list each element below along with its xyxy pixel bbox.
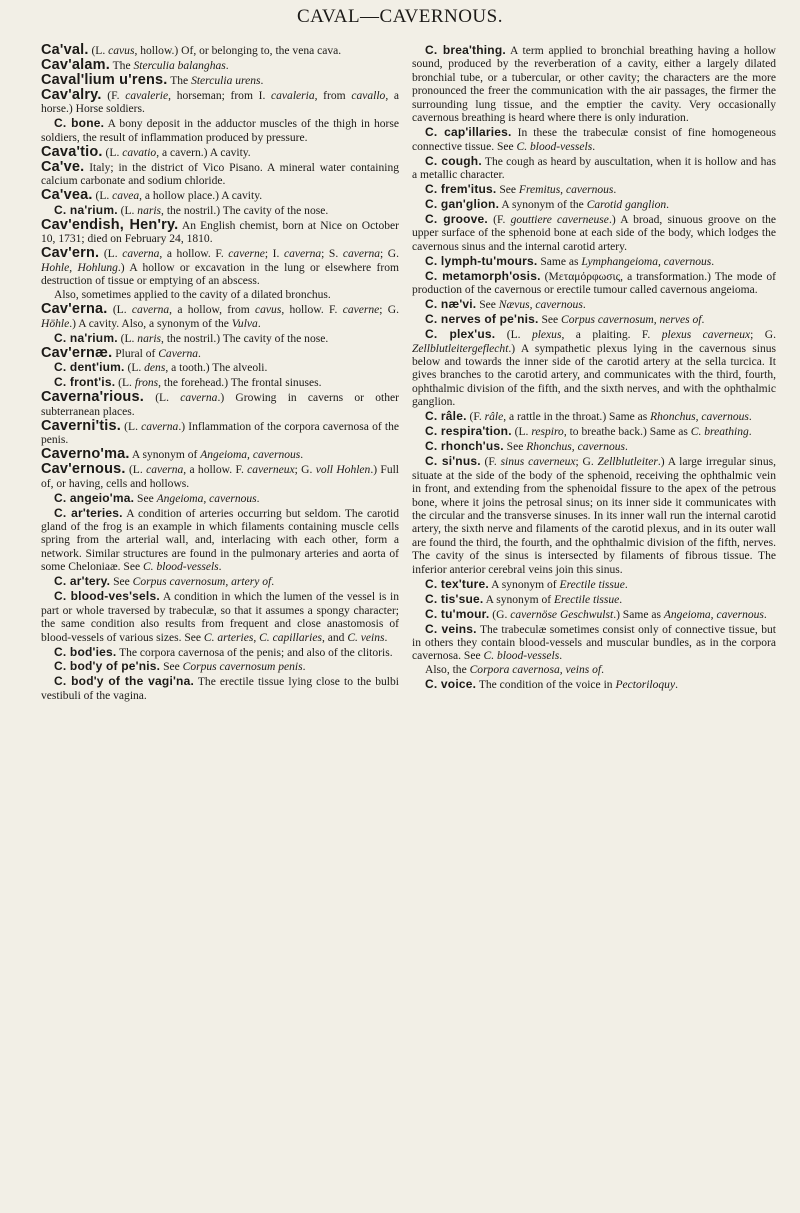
- entry-headword: C. lymph-tu'mours.: [425, 253, 538, 268]
- entry-headword: C. voice.: [425, 677, 477, 692]
- entry-headword: C. tex'ture.: [425, 576, 489, 591]
- entry-headword: Caval'lium u'rens.: [41, 71, 168, 88]
- dictionary-entry: [41, 492, 399, 506]
- dictionary-entry: [41, 216, 399, 247]
- dictionary-entry: [41, 117, 399, 145]
- dictionary-entry: [412, 328, 776, 410]
- entry-headword: C. nerves of pe'nis.: [425, 312, 539, 327]
- dictionary-entry: [41, 463, 399, 491]
- dictionary-entry: [412, 410, 776, 424]
- entry-headword: C. veins.: [425, 621, 477, 636]
- entry-headword: C. blood-ves'sels.: [54, 589, 160, 604]
- dictionary-entry: [412, 255, 776, 269]
- entry-headword: C. angeio'ma.: [54, 490, 135, 505]
- entry-definition: (L. naris, the nostril.) The cavity of the nose.: [117, 204, 329, 217]
- entry-definition: See Angeioma, cavernous.: [134, 492, 260, 505]
- dictionary-entry: [412, 623, 776, 664]
- entry-headword: Cav'endish, Hen'ry.: [41, 216, 179, 233]
- entry-definition: (F. râle, a rattle in the throat.) Same as Rhonchus, cavernous.: [466, 411, 752, 424]
- entry-definition: (L. respiro, to breathe back.) Same as C. breathing.: [511, 426, 752, 439]
- entry-headword: Ca've.: [41, 158, 85, 175]
- entry-definition: (L. cavus, hollow.) Of, or belonging to, the vena cava.: [88, 45, 342, 57]
- entry-definition: The cough as heard by auscultation, when it is hollow and has a metallic character.: [412, 155, 776, 182]
- entry-headword: Cav'ern.: [41, 245, 100, 262]
- dictionary-entry: [412, 270, 776, 298]
- dictionary-entry: [412, 664, 776, 677]
- dictionary-entry: [412, 44, 776, 126]
- entry-headword: C. gan'glion.: [425, 196, 500, 211]
- entry-definition: (Μεταμόρφωσις, a transformation.) The mode of production of the cavernous or erectile tumour called cavernous angeioma.: [412, 270, 776, 297]
- entry-definition: A synonym of Angeioma, cavernous.: [129, 449, 304, 462]
- entry-definition: (L. caverna.) Growing in caverns or other subterranean places.: [41, 392, 399, 418]
- dictionary-entry: [41, 344, 399, 361]
- entry-definition: (L. naris, the nostril.) The cavity of the nose.: [117, 332, 329, 345]
- entry-definition: Also, sometimes applied to the cavity of a dilated bronchus.: [54, 289, 331, 302]
- entry-headword: Caverno'ma.: [41, 446, 130, 463]
- dictionary-entry: [412, 155, 776, 183]
- entry-definition: (L. cavea, a hollow place.) A cavity.: [92, 190, 263, 203]
- dictionary-entry: [41, 361, 399, 375]
- entry-headword: Cava'tio.: [41, 143, 103, 160]
- entry-headword: C. front'is.: [54, 375, 116, 390]
- entry-definition: (F. gouttiere caverneuse.) A broad, sinuous groove on the upper surface of the sphenoid bone at each side of the body, which lodges the cavernous sinus and the internal carotid artery.: [412, 213, 776, 253]
- dictionary-entry: [412, 183, 776, 197]
- entry-headword: C. rhonch'us.: [425, 439, 504, 454]
- entry-definition: Also, the Corpora cavernosa, veins of.: [425, 664, 604, 677]
- entry-definition: See Fremitus, cavernous.: [496, 184, 617, 197]
- entry-headword: C. tu'mour.: [425, 606, 490, 621]
- entry-headword: C. na'rium.: [54, 202, 118, 217]
- entry-definition: The condition of the voice in Pectoriloquy.: [476, 679, 678, 692]
- entry-definition: See Nævus, cavernous.: [476, 299, 586, 312]
- entry-headword: C. na'rium.: [54, 330, 118, 345]
- entry-headword: Ca'vea.: [41, 187, 93, 204]
- entry-definition: See Corpus cavernosum, nerves of.: [538, 314, 705, 327]
- entry-definition: The Sterculia urens.: [167, 74, 264, 87]
- dictionary-entry: [412, 213, 776, 254]
- dictionary-entry: [412, 198, 776, 212]
- entry-definition: (L. plexus, a plaiting. F. plexus caverneux; G. Zellblutleitergeflecht.) A sympathetic plexus lying in the cavernous sinus below and towards the inner side of the carotid artery at the sella turcica. It gives branches to the carotid artery, and communicates with the third, fourth, ophthalmic division of the fifth, and the sixth nerves, and with the ophthalmic ganglion.: [412, 329, 776, 409]
- entry-definition: Italy; in the district of Vico Pisano. A mineral water containing calcium carbonate and sodium chloride.: [41, 161, 399, 188]
- dictionary-entry: [412, 440, 776, 454]
- entry-definition: Same as Lymphangeioma, cavernous.: [537, 255, 715, 268]
- entry-definition: See Corpus cavernosum, artery of.: [110, 576, 275, 589]
- entry-headword: C. frem'itus.: [425, 182, 497, 197]
- entry-definition: In these the trabeculæ consist of fine homogeneous connective tissue. See C. blood-vessels.: [412, 127, 776, 153]
- dictionary-entry: [41, 303, 399, 331]
- entry-headword: Caverni'tis.: [41, 417, 121, 434]
- entry-definition: A bony deposit in the adductor muscles of the thigh in horse soldiers, the result of inflammation produced by pressure.: [41, 118, 400, 144]
- dictionary-entry: [412, 126, 776, 154]
- entry-definition: (L. frons, the forehead.) The frontal sinuses.: [115, 377, 322, 390]
- entry-definition: Plural of Caverna.: [112, 347, 201, 360]
- dictionary-entry: [412, 455, 776, 577]
- dictionary-entry: [41, 590, 399, 645]
- dictionary-entry: [41, 189, 399, 203]
- entry-headword: C. tis'sue.: [425, 591, 484, 606]
- dictionary-entry: [41, 646, 399, 660]
- entry-definition: (L. caverna, a hollow. F. caverneux; G. voll Hohlen.) Full of, or having, cells and hollows.: [41, 464, 400, 490]
- entry-headword: C. brea'thing.: [425, 43, 506, 57]
- entry-definition: (L. caverna, a hollow, from cavus, hollow. F. caverne; G. Höhle.) A cavity. Also, a synonym of the Vulva.: [41, 304, 400, 330]
- dictionary-entry: [41, 158, 399, 189]
- entry-headword: C. respira'tion.: [425, 424, 512, 439]
- entry-headword: C. næ'vi.: [425, 297, 477, 312]
- dictionary-entry: [412, 578, 776, 592]
- entry-headword: C. cough.: [425, 153, 482, 168]
- right-column: [412, 44, 776, 693]
- dictionary-entry: [41, 675, 399, 703]
- entry-definition: (L. cavatio, a cavern.) A cavity.: [102, 146, 251, 159]
- entry-definition: A synonym of the Carotid ganglion.: [499, 198, 670, 211]
- dictionary-entry: [41, 143, 399, 160]
- entry-headword: C. bod'y of pe'nis.: [54, 659, 161, 674]
- entry-headword: C. ar'tery.: [54, 574, 111, 589]
- entry-definition: See Corpus cavernosum penis.: [160, 661, 306, 674]
- dictionary-entry: [412, 678, 776, 692]
- entry-definition: The Sterculia balanghas.: [109, 59, 229, 72]
- dictionary-entry: [412, 313, 776, 327]
- dictionary-entry: [41, 86, 399, 117]
- entry-definition: (L. caverna, a hollow. F. caverne; I. caverna; S. caverna; G. Hohle, Hohlung.) A hollow or excavation in the lung or elsewhere from destruction of tissue or emptying of an abscess.: [41, 248, 400, 288]
- entry-definition: (F. cavalerie, horseman; from I. cavaleria, from cavallo, a horse.) Horse soldiers.: [41, 89, 399, 116]
- entry-headword: C. groove.: [425, 211, 488, 226]
- dictionary-entry: [41, 417, 399, 448]
- dictionary-entry: [41, 507, 399, 575]
- entry-headword: C. si'nus.: [425, 454, 481, 469]
- entry-headword: C. plex'us.: [425, 327, 496, 342]
- entry-definition: (L. caverna.) Inflammation of the corpora cavernosa of the penis.: [41, 420, 399, 447]
- entry-headword: C. dent'ium.: [54, 360, 125, 375]
- entry-headword: C. râle.: [425, 409, 467, 424]
- entry-headword: C. metamorph'osis.: [425, 268, 541, 283]
- dictionary-entry: [412, 608, 776, 622]
- entry-definition: A condition in which the lumen of the vessel is in part or whole traversed by trabeculæ, so that it assumes a spongy character; the same condition also results from frequent and close anastomosis of blood-vessels of various sizes. See C. arteries, C. capillaries, and C. veins.: [41, 591, 399, 644]
- dictionary-entry: [412, 593, 776, 607]
- entry-definition: The trabeculæ sometimes consist only of connective tissue, but in others they contain blood-vessels and muscular bundles, as in the corpora cavernosa. See C. blood-vessels.: [412, 623, 776, 663]
- entry-headword: C. ar'teries.: [54, 505, 123, 520]
- dictionary-entry: [41, 391, 399, 419]
- page-header: CAVAL—CAVERNOUS.: [297, 6, 503, 27]
- entry-headword: Cav'alry.: [41, 86, 102, 103]
- entry-definition: A synonym of Erectile tissue.: [488, 578, 628, 591]
- entry-definition: (F. sinus caverneux; G. Zellblutleiter.) A large irregular sinus, situate at the side of the body of the sphenoid, receiving the ophthalmic vein in front, and extending from the sphenoidal fissure to the apex of the petrous bone, where it joins the petrosal sinus; on its inner side it communicates with the circular and the transverse sinuses. In its inner wall run the internal carotid artery, the sixth nerve and filaments of the carotid plexus, and in its outer wall are found the third, the fourth, and the ophthalmic division of the fifth, nerves. The cavity of the sinus is intersected by filaments of fibrous tissue. The inferior anterior cerebral veins join this sinus.: [412, 456, 776, 576]
- entry-headword: Cav'alam.: [41, 56, 110, 73]
- entry-definition: The corpora cavernosa of the penis; and also of the clitoris.: [116, 646, 393, 659]
- entry-definition: The erectile tissue lying close to the bulbi vestibuli of the vagina.: [41, 676, 399, 702]
- entry-definition: (G. cavernöse Geschwulst.) Same as Angeioma, cavernous.: [489, 608, 767, 621]
- entry-headword: Cav'ernæ.: [41, 344, 113, 361]
- dictionary-entry: [41, 660, 399, 674]
- entry-headword: Cav'ernous.: [41, 461, 126, 478]
- entry-headword: C. cap'illaries.: [425, 125, 512, 140]
- left-column: [41, 44, 399, 704]
- entry-definition: An English chemist, born at Nice on October 10, 1731; died on February 24, 1810.: [41, 219, 399, 246]
- dictionary-entry: [412, 425, 776, 439]
- entry-headword: C. bod'ies.: [54, 644, 117, 659]
- entry-headword: Ca'val.: [41, 42, 89, 58]
- entry-headword: C. bod'y of the vagi'na.: [54, 674, 194, 689]
- entry-definition: See Rhonchus, cavernous.: [503, 441, 628, 454]
- entry-definition: A synonym of Erectile tissue.: [483, 593, 623, 606]
- dictionary-entry: [41, 575, 399, 589]
- entry-headword: Cav'erna.: [41, 301, 108, 318]
- dictionary-entry: [412, 298, 776, 312]
- entry-headword: C. bone.: [54, 116, 105, 131]
- entry-definition: (L. dens, a tooth.) The alveoli.: [124, 362, 268, 375]
- entry-definition: A term applied to bronchial breathing having a hollow sound, produced by the reverberation of a cavity, either a largely dilated bronchial tube, or a tubercular, or other cavity; the characters are the more pronounced the freer the communication with the air passages, the firmer the surrounding lung tissue, and the emptier the cavity. Very occasionally cavernous breathing is heard where there is only induration.: [412, 45, 776, 125]
- entry-definition: A condition of arteries occurring but seldom. The carotid gland of the frog is an example in which filaments containing muscle cells spring from the arterial wall, and, interlacing with each other, form a network. Similar structures are found in the pulmonary arteries and aorta of some Cheloniaæ. See C. blood-vessels.: [41, 507, 399, 574]
- entry-headword: Caverna'rious.: [41, 389, 144, 406]
- dictionary-entry: [41, 247, 399, 288]
